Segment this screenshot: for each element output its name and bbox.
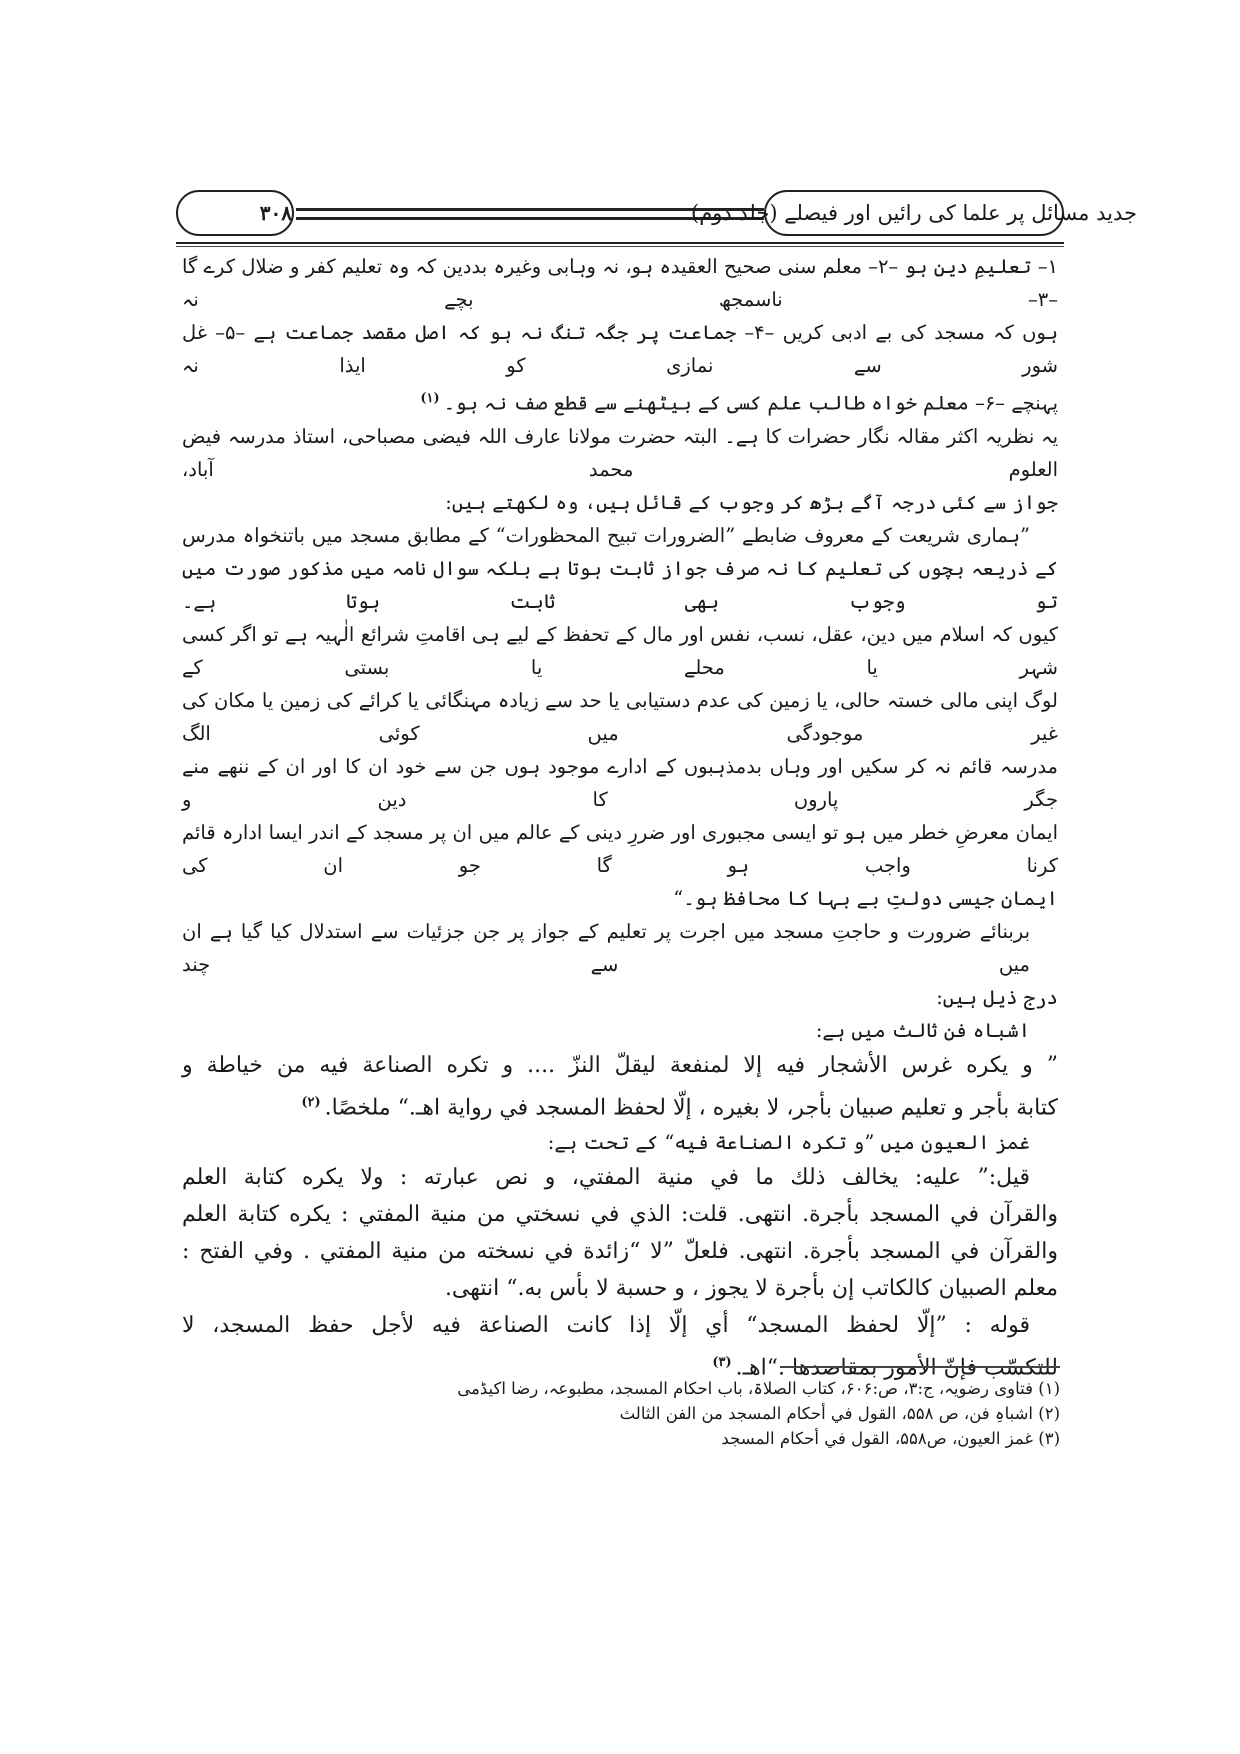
book-title: جدید مسائل پر علما کی رائیں اور فیصلے (جلد دوم)	[764, 190, 1064, 236]
arabic-line: قيل:” عليه: يخالف ذلك ما في منية المفتي، و نص عبارته : ولا يكره كتابة العلم	[182, 1164, 1030, 1190]
text-line: یہ نظریہ اکثر مقالہ نگار حضرات کا ہے۔ البتہ حضرت مولانا عارف اللہ فیضی مصباحی، استاذ مدرسہ فیض العلوم محمد آباد،	[182, 424, 1058, 481]
text-span: كتابة بأجر و تعليم صبيان بأجر، لا بغيره ، إلّا لحفظ المسجد في رواية اهـ.“ ملخصًا.	[324, 1094, 1058, 1120]
ashbah-heading: اشباہ فن ثالث میں ہے:	[815, 1018, 1030, 1042]
text-line: کیوں کہ اسلام میں دین، عقل، نسب، نفس اور مال کے تحفظ کے لیے ہی اقامتِ شرائع الٰہیہ ہے تو اگر کسی شہر یا محلے یا بستی کے	[182, 622, 1058, 679]
text-line: ۱– تعلیمِ دین ہو –۲– معلم سنی صحیح العقیدہ ہو، نہ وہابی وغیرہ بددین کہ وہ تعلیم کفر و ضلال کرے گا –۳– ناسمجھ بچے نہ	[182, 255, 1058, 311]
text-line: بربنائے ضرورت و حاجتِ مسجد میں اجرت پر تعلیم کے جواز پر جن جزئیات سے استدلال کیا گیا ہے ان میں سے چند	[182, 919, 1030, 976]
text-span: پہنچے –۶– معلم خواہ طالب علم کسی کے بیٹھنے سے قطع صف نہ ہو۔	[443, 391, 1058, 415]
footnote-separator	[780, 1366, 1060, 1368]
quote-paragraph	[182, 519, 1058, 915]
footnote-ref-2[interactable]: (۲)	[301, 1094, 321, 1110]
qawluhu-quote	[182, 1307, 1058, 1386]
text-line: ایمان جیسی دولتِ بے بہا کا محافظ ہو۔“	[673, 886, 1058, 910]
conditions-paragraph	[182, 250, 1058, 420]
footnote-ref-3[interactable]: (۳)	[712, 1354, 732, 1370]
footnote-3: (۳) غمز العیون، ص۵۵۸، القول في أحكام المسجد	[721, 1429, 1060, 1448]
page-number: ۳۰۸	[176, 190, 294, 236]
text-line: جواز سے کئی درجہ آگے بڑھ کر وجوب کے قائل ہیں، وہ لکھتے ہیں:	[445, 490, 1058, 514]
text-line: ”ہماری شریعت کے معروف ضابطے ”الضرورات تبیح المحظورات“ کے مطابق مسجد میں باتنخواہ مدرس	[182, 523, 1030, 547]
footnote-1: (۱) فتاوی رضویہ، ج:۳، ص:۶۰۶، کتاب الصلاۃ، باب احکام المسجد، مطبوعہ، رضا اکیڈمی	[457, 1379, 1060, 1398]
ghamz-quote	[182, 1159, 1058, 1307]
ghamz-heading: غمز العیون میں ”و تكره الصناعة فيه“ کے تحت ہے:	[547, 1130, 1030, 1154]
arabic-line: قوله : ”إلّا لحفظ المسجد“ أي إلّا إذا كانت الصناعة فيه لأجل حفظ المسجد، لا	[182, 1312, 1030, 1338]
footnote-ref-1[interactable]: (۱)	[420, 391, 440, 406]
view-paragraph	[182, 420, 1058, 519]
arabic-line: والقرآن في المسجد بأجرة. انتهى. فلعلّ ”لا “زائدة في نسخته من منية المفتي . وفي الفتح :	[182, 1238, 1058, 1264]
arabic-line: ” و يكره غرس الأشجار فيه إلا لمنفعة ليقلّ النزّ .... و تكره الصناعة فيه من خياطة و	[182, 1052, 1058, 1078]
arabic-line	[182, 1084, 1058, 1126]
text-line: ایمان معرضِ خطر میں ہو تو ایسی مجبوری اور ضررِ دینی کے عالم میں ان پر مسجد کے اندر ایسا ادارہ قائم کرنا واجب ہو گا جو ان کی	[182, 820, 1058, 877]
evidence-intro	[182, 915, 1058, 1014]
arabic-line: والقرآن في المسجد بأجرة. انتهى. قلت: الذي في نسختي من منية المفتي : يكره كتابة العلم	[182, 1201, 1058, 1227]
text-line: ہوں کہ مسجد کی بے ادبی کریں –۴– جماعت پر جگہ تنگ نہ ہو کہ اصل مقصد جماعت ہے –۵– غل شور سے نمازی کو ایذا نہ	[182, 321, 1058, 377]
arabic-line: معلم الصبيان كالكاتب إن بأجرة لا يجوز ، و حسبة لا بأس به.“ انتهى.	[444, 1275, 1058, 1301]
text-line: درج ذیل ہیں:	[936, 985, 1058, 1009]
text-span: للتكسّب فإنّ الأمور بمقاصدها .“اهـ.	[735, 1355, 1058, 1381]
text-line: لوگ اپنی مالی خستہ حالی، یا زمین کی عدم دستیابی یا حد سے زیادہ مہنگائی یا کرائے کی زمین یا مکان کی غیر موجودگی میں کوئی الگ	[182, 688, 1058, 745]
footnote-2: (۲) اشباہِ فن، ص ۵۵۸، القول في أحكام المسجد من الفن الثالث	[619, 1404, 1060, 1423]
running-header	[176, 190, 1137, 238]
header-underline	[176, 242, 1064, 247]
ashbah-quote	[182, 1047, 1058, 1126]
main-text	[182, 250, 1058, 1386]
text-line	[182, 382, 1058, 420]
footnotes	[200, 1376, 1060, 1451]
text-line: مدرسہ قائم نہ کر سکیں اور وہاں بدمذہبوں کے ادارے موجود ہوں جن سے خود ان کا اور ان کے ننھے منے جگر پاروں کا دین و	[182, 754, 1058, 811]
text-line: کے ذریعہ بچوں کی تعلیم کا نہ صرف جواز ثابت ہوتا ہے بلکہ سوال نامہ میں مذکور صورت میں تو وجوب بھی ثابت ہوتا ہے۔	[182, 556, 1058, 613]
